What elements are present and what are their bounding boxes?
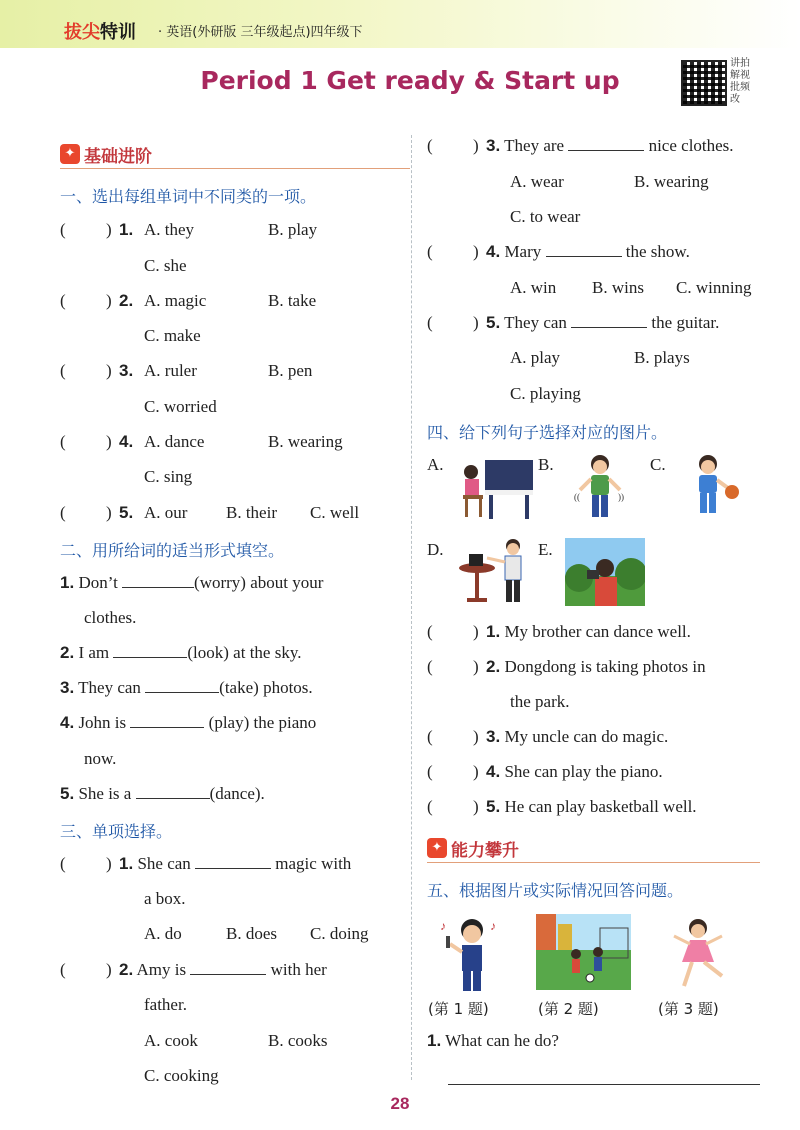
list-item-option: C. she [144, 256, 187, 275]
answer-blank[interactable] [136, 784, 210, 799]
choice-item-cont: father. [144, 995, 187, 1014]
caption-q3: (第 3 题) [658, 1000, 719, 1018]
brand-logo: 拔尖特训 [64, 22, 136, 43]
fill-item: 5. She is a (dance). [60, 784, 265, 803]
section-ability-header: ✦ 能力攀升 [427, 834, 760, 864]
qr-code[interactable] [681, 60, 727, 106]
svg-text:((: (( [574, 492, 580, 502]
svg-text:)): )) [618, 492, 624, 502]
header-bar [0, 0, 800, 48]
list-item-option: C. make [144, 326, 201, 345]
choice-option: C. cooking [144, 1066, 219, 1085]
fill-item: 2. I am (look) at the sky. [60, 643, 302, 662]
qr-caption: 讲拍解视批频改 [730, 58, 750, 105]
svg-text:♪: ♪ [440, 919, 446, 933]
book-subject: · 英语(外研版 三年级起点)四年级下 [158, 25, 363, 40]
fill-item: 3. They can (take) photos. [60, 678, 313, 697]
match-item-cont: the park. [510, 692, 570, 711]
answer-blank[interactable] [122, 573, 194, 588]
fill-item-cont: now. [84, 749, 117, 768]
column-divider [411, 135, 412, 1080]
dancing-girl-picture [662, 914, 734, 994]
singer-picture [438, 914, 504, 994]
choice-option: C. playing [510, 384, 581, 403]
dancing-boy-picture [570, 452, 630, 524]
answer-blank[interactable] [195, 854, 271, 869]
answer-question: 1. What can he do? [427, 1031, 559, 1050]
answer-blank[interactable] [145, 678, 219, 693]
picture-label-b: B. [538, 455, 554, 474]
answer-blank[interactable] [190, 960, 266, 975]
answer-blank[interactable] [113, 643, 187, 658]
part1-title: 一、选出每组单词中不同类的一项。 [60, 187, 317, 206]
part5-title: 五、根据图片或实际情况回答问题。 [427, 881, 684, 900]
list-item-option: C. worried [144, 397, 217, 416]
page-number: 28 [390, 1094, 410, 1113]
answer-line[interactable] [448, 1084, 760, 1085]
part3-title: 三、单项选择。 [60, 822, 173, 841]
piano-picture [455, 452, 537, 522]
part4-title: 四、给下列句子选择对应的图片。 [427, 423, 668, 442]
football-picture [536, 914, 631, 990]
magic-picture [455, 536, 537, 608]
runner-icon: ✦ [60, 144, 80, 164]
climber-icon: ✦ [427, 838, 447, 858]
basketball-boy-picture [682, 452, 744, 524]
answer-blank[interactable] [130, 713, 204, 728]
caption-q1: (第 1 题) [428, 1000, 489, 1018]
caption-q2: (第 2 题) [538, 1000, 599, 1018]
fill-item: 1. Don’t (worry) about your [60, 573, 324, 592]
park-photo-picture [565, 538, 645, 606]
picture-label-e: E. [538, 540, 553, 559]
fill-item-cont: clothes. [84, 608, 137, 627]
choice-option: C. to wear [510, 207, 581, 226]
page-title: Period 1 Get ready & Start up [200, 66, 620, 95]
list-item-option: C. sing [144, 467, 193, 486]
section-basic-header: ✦ 基础进阶 [60, 140, 410, 170]
picture-label-d: D. [427, 540, 444, 559]
fill-item: 4. John is (play) the piano [60, 713, 317, 732]
picture-label-c: C. [650, 455, 666, 474]
answer-blank[interactable] [546, 242, 622, 257]
choice-item-cont: a box. [144, 889, 186, 908]
answer-blank[interactable] [571, 313, 647, 328]
picture-label-a: A. [427, 455, 444, 474]
answer-blank[interactable] [568, 136, 644, 151]
svg-text:♪: ♪ [490, 919, 496, 933]
part2-title: 二、用所给词的适当形式填空。 [60, 541, 285, 560]
